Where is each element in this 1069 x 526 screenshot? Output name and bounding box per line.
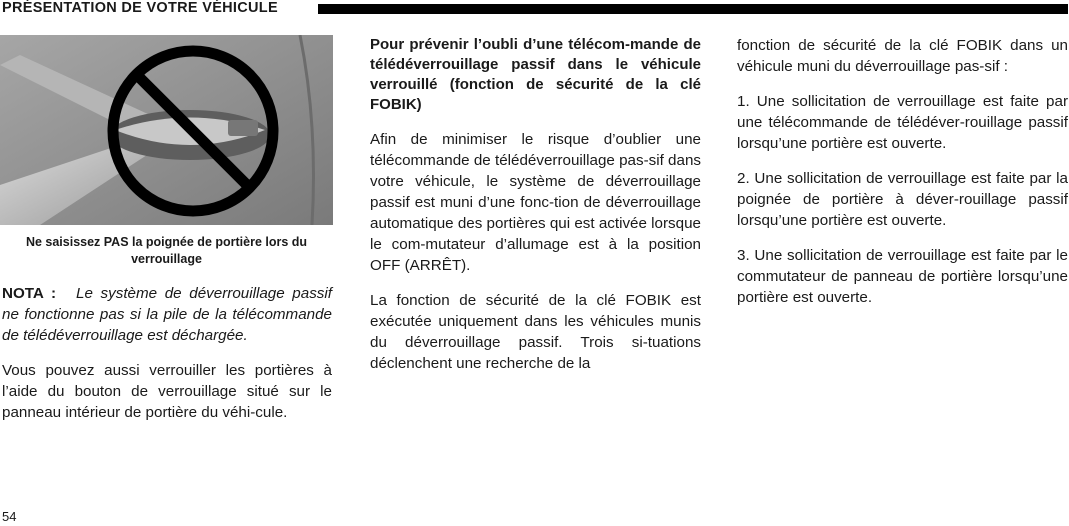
page-number: 54 <box>2 509 17 524</box>
auto-unlock-paragraph: Afin de minimiser le risque d’oublier une télécommande de télédéverrouillage pas-sif dans votre véhicule, le système de déverrouillage passif est muni d’une fonc-tion de déverrouillage automatique des portières qui est activée lorsque le com-mutateur d’allumage est à la position OFF (ARRÊT). <box>370 131 701 274</box>
lock-button-paragraph: Vous pouvez aussi verrouiller les portières à l’aide du bouton de verrouillage situé sur le panneau intérieur de portière du véhi-cule. <box>2 362 332 421</box>
list-item-3: 3. Une sollicitation de verrouillage est faite par le commutateur de panneau de portière lorsqu’une portière est ouverte. <box>737 247 1068 306</box>
note-text: Le système de déverrouillage passif ne fonctionne pas si la pile de la télécommande de télédéverrouillage est déchargée. <box>2 285 332 344</box>
page-header-title: PRÉSENTATION DE VOTRE VÉHICULE <box>2 0 278 16</box>
door-handle-illustration <box>0 35 333 225</box>
note-paragraph <box>2 283 332 346</box>
header-rule <box>318 4 1068 14</box>
fobik-continuation-paragraph: fonction de sécurité de la clé FOBIK dans un véhicule muni du déverrouillage pas-sif : <box>737 37 1068 75</box>
figure-caption: Ne saisissez PAS la poignée de portière lors du verrouillage <box>25 235 308 266</box>
column-left <box>2 283 332 437</box>
list-item-2: 2. Une sollicitation de verrouillage est faite par la poignée de portière à déver-rouillage passif lorsqu’une portière est ouverte. <box>737 170 1068 229</box>
section-heading: Pour prévenir l’oubli d’une télécom-mande de télédéverrouillage passif dans le véhicule verrouillé (fonction de sécurité de la clé FOBIK) <box>370 36 701 113</box>
fobik-paragraph: La fonction de sécurité de la clé FOBIK est exécutée uniquement dans les véhicules munis du déverrouillage passif. Trois si-tuations déclenchent une recherche de la <box>370 292 701 372</box>
column-middle <box>370 35 701 388</box>
note-label: NOTA : <box>2 285 57 302</box>
column-right <box>737 35 1068 322</box>
no-grab-handle-icon <box>0 35 333 225</box>
list-item-1: 1. Une sollicitation de verrouillage est faite par une télécommande de télédéver-rouillage passif lorsqu’une portière est ouverte. <box>737 93 1068 152</box>
